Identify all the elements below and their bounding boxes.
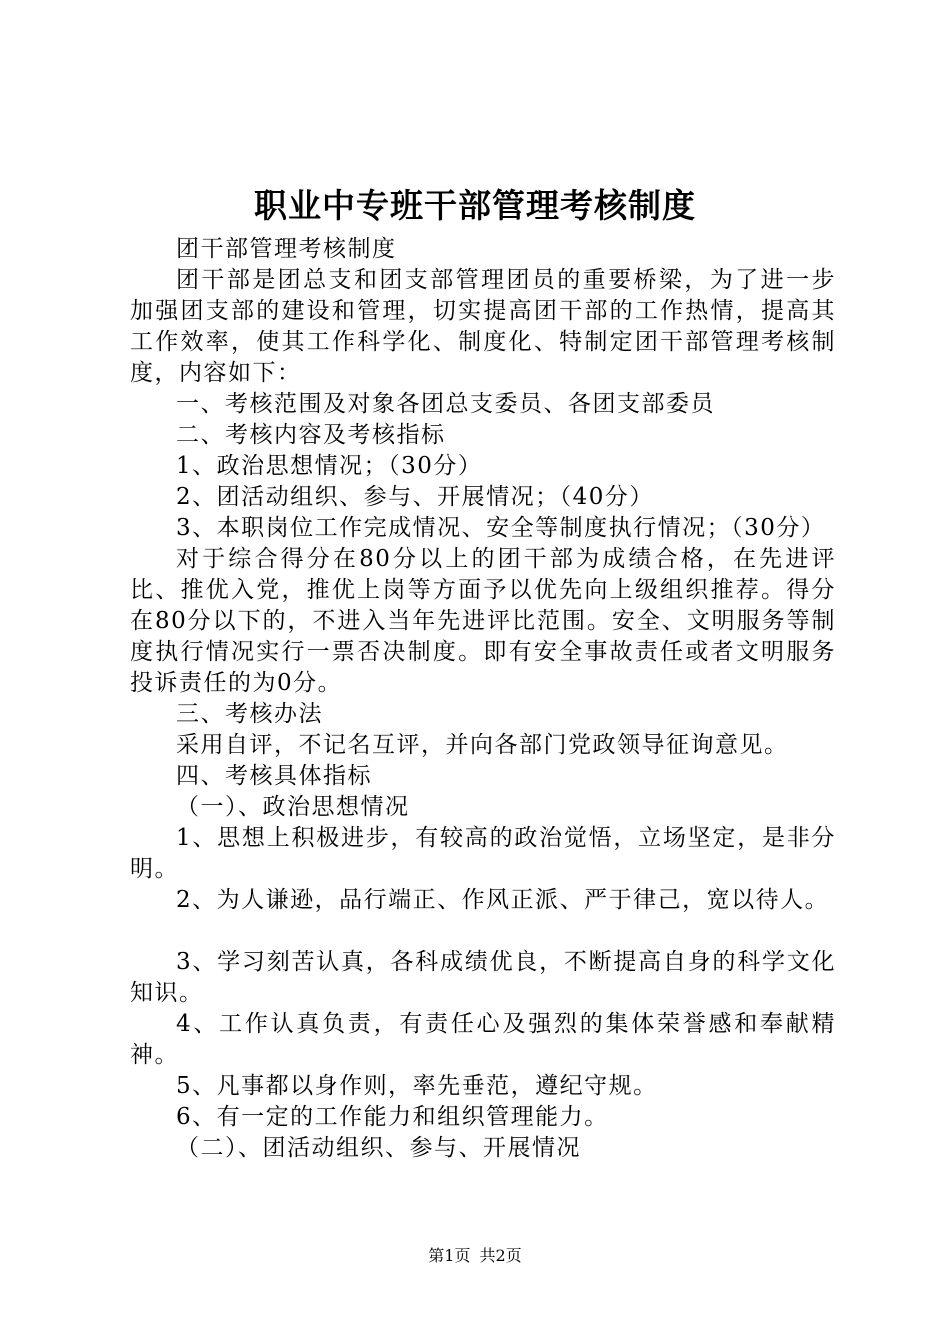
paragraph-item-2: 2、团活动组织、参与、开展情况；（40分） [176,484,654,510]
paragraph-section-3: 三、考核办法 [176,701,323,727]
paragraph-intro: 团干部是团总支和团支部管理团员的重要桥梁，为了进一步加强团支部的建设和管理，切实提高团干部的工作热情，提高其工作效率，使其工作科学化、制度化、特制定团干部管理考核制度，内容如下： [130,267,836,386]
page-footer [0,1245,950,1267]
paragraph-criteria-2: 2、为人谦逊，品行端正、作风正派、严于律己，宽以待人。 [176,887,830,913]
paragraph-criteria-4: 4、工作认真负责，有责任心及强烈的集体荣誉感和奉献精神。 [130,1011,836,1068]
paragraph-section-2: 二、考核内容及考核指标 [176,422,446,448]
paragraph-subsection-1: （一）、政治思想情况 [176,794,410,820]
paragraph-criteria-3: 3、学习刻苦认真，各科成绩优良，不断提高自身的科学文化知识。 [130,949,836,1006]
paragraph-criteria-1: 1、思想上积极进步，有较高的政治觉悟，立场坚定，是非分明。 [130,825,836,882]
paragraph-criteria-5: 5、凡事都以身作则，率先垂范，遵纪守规。 [176,1073,658,1099]
document-body [130,234,836,1164]
paragraph-method: 采用自评，不记名互评，并向各部门党政领导征询意见。 [176,732,789,758]
paragraph-subsection-2: （二）、团活动组织、参与、开展情况 [176,1135,581,1161]
paragraph-section-4: 四、考核具体指标 [176,763,372,789]
paragraph-scoring-rules: 对于综合得分在80分以上的团干部为成绩合格，在先进评比、推优入党，推优上岗等方面予以优先向上级组织推荐。得分在80分以下的，不进入当年先进评比范围。安全、文明服务等制度执行情况实行一票否决制度。即有安全事故责任或者文明服务投诉责任的为0分。 [130,546,836,696]
document-title: 职业中专班干部管理考核制度 [254,186,696,225]
page-total: 共2页 [479,1246,522,1265]
paragraph-section-1: 一、考核范围及对象各团总支委员、各团支部委员 [176,391,715,417]
paragraph-item-3: 3、本职岗位工作完成情况、安全等制度执行情况；（30分） [176,515,826,541]
paragraph-criteria-6: 6、有一定的工作能力和组织管理能力。 [176,1104,609,1130]
page-number: 第1页 [428,1246,471,1265]
paragraph-subtitle: 团干部管理考核制度 [176,236,397,262]
paragraph-item-1: 1、政治思想情况；（30分） [176,453,483,479]
